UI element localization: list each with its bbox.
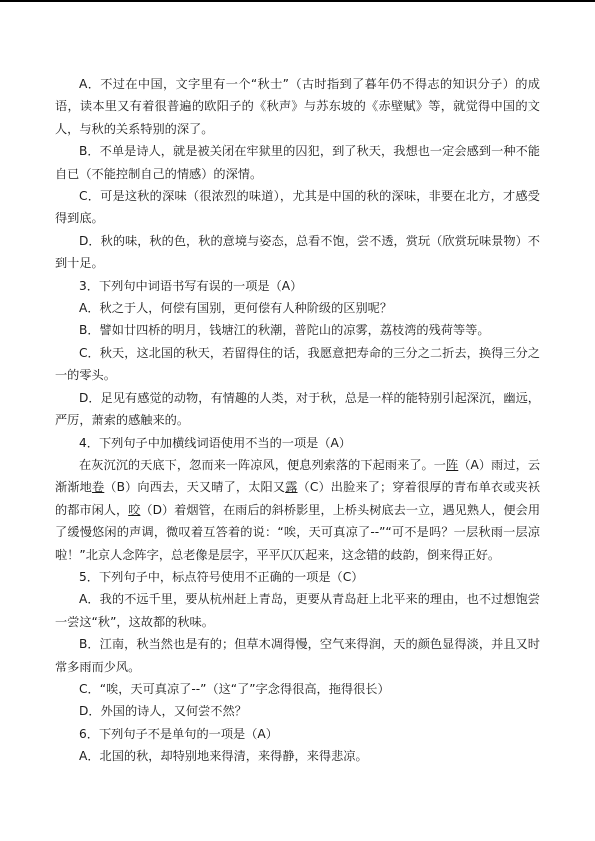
q5-option-b: B．江南，秋当然也是有的；但草木凋得慢，空气来得润，天的颜色显得淡，并且又时常多雨而少风。 <box>55 637 540 674</box>
q4-underlined-a: 阵 <box>446 457 459 472</box>
q4-underlined-c: 露 <box>285 480 298 495</box>
q5-option-c: C．“唉，天可真凉了--”（这“了”字念得很高，拖得很长） <box>79 681 390 696</box>
q6-stem: 6．下列句子不是单句的一项是（A） <box>79 726 278 741</box>
q2-option-a: A．不过在中国，文字里有一个“秋士”（古时指到了暮年仍不得志的知识分子）的成语，读本里又有着很普遍的欧阳子的《秋声》与苏东坡的《赤壁赋》等，就觉得中国的文人，与秋的关系特别的深了。 <box>55 77 540 136</box>
q5-option-d: D．外国的诗人，又何尝不然？ <box>79 704 247 719</box>
q4-stem: 4．下列句子中加横线词语使用不当的一项是（A） <box>79 435 352 450</box>
top-border-line <box>0 0 595 2</box>
q5-stem: 5．下列句子中，标点符号使用不正确的一项是（C） <box>79 569 364 584</box>
q2-option-d: D．秋的味，秋的色，秋的意境与姿态，总看不饱，尝不透，赏玩（欣赏玩味景物）不到十足。 <box>55 233 540 271</box>
q4-text-2: （A）雨过，云渐渐地 <box>55 457 541 495</box>
q3-option-c: C．秋天，这北国的秋天，若留得住的话，我愿意把寿命的三分之二折去，换得三分之一的零头。 <box>55 345 540 383</box>
q4-passage <box>55 454 540 566</box>
q4-text-5: （D）着烟管，在雨后的斜桥影里，上桥头树底去一立，遇见熟人，便会用了缓慢悠闲的声调，微叹着互答着的说：“唉，天可真凉了--”“可不是吗？一层秋雨一层凉啦！”北京人念阵字，总老像是层字，平平仄仄起来，这念错的歧韵，倒来得正好。 <box>55 502 541 562</box>
q4-underlined-d: 咬 <box>128 502 141 517</box>
q4-text-1: 在灰沉沉的天底下，忽而来一阵凉风，便息列索落的下起雨来了。一 <box>79 457 447 472</box>
q4-text-4: （C）出脸来了；穿着很厚的青布单衣或夹袄的都市闲人， <box>55 480 541 517</box>
document-body <box>55 73 540 768</box>
q6-option-a: A．北国的秋，却特别地来得清，来得静，来得悲凉。 <box>79 749 368 764</box>
q3-stem: 3．下列句中词语书写有误的一项是（A） <box>79 278 303 293</box>
q4-underlined-b: 卷 <box>91 480 105 495</box>
q3-option-b: B．譬如廿四桥的明月，钱塘江的秋潮，普陀山的凉雾，荔枝湾的残荷等等。 <box>79 323 490 338</box>
q3-option-a: A．秋之于人，何偿有国别，更何偿有人种阶级的区别呢？ <box>79 301 393 316</box>
q2-option-c: C．可是这秋的深味（很浓烈的味道），尤其是中国的秋的深味，非要在北方，才感受得到底。 <box>55 189 540 226</box>
q3-option-d: D．足见有感觉的动物，有情趣的人类，对于秋，总是一样的能特别引起深沉，幽远，严厉，萧索的感触来的。 <box>55 390 540 428</box>
q5-option-a: A．我的不远千里，要从杭州赶上青岛，更要从青岛赶上北平来的理由，也不过想饱尝一尝这“秋”，这故都的秋味。 <box>55 592 540 629</box>
q4-text-3: （B）向西去，天又晴了，太阳又 <box>104 480 286 495</box>
q2-option-b: B．不单是诗人，就是被关闭在牢狱里的囚犯，到了秋天，我想也一定会感到一种不能自已（不能控制自己的情感）的深情。 <box>55 144 540 181</box>
